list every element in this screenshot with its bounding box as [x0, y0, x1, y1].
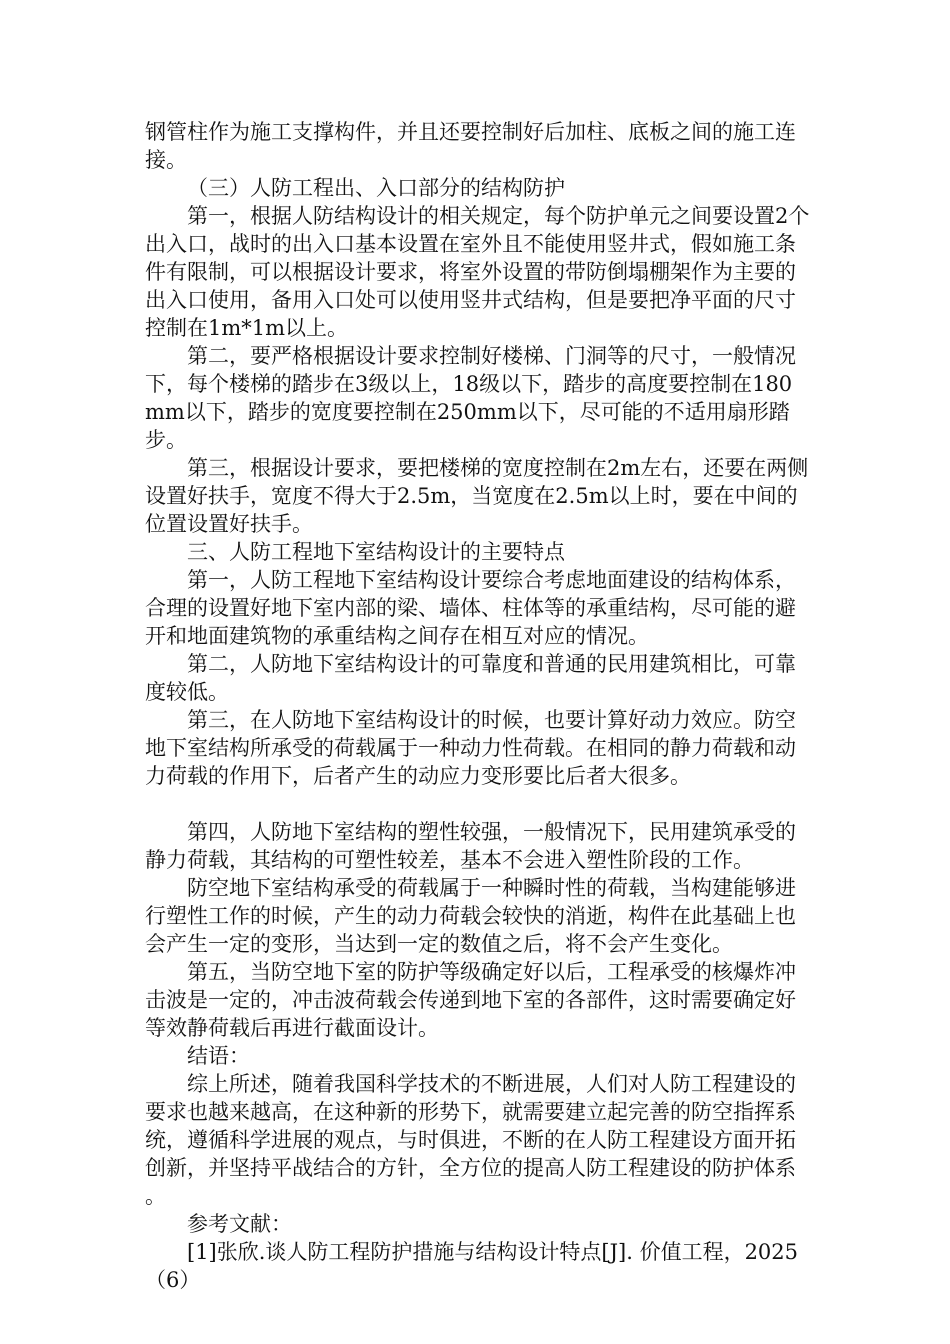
references-heading: 参考文献： — [187, 1212, 292, 1236]
body-paragraph: 防空地下室结构承受的荷载属于一种瞬时性的荷载，当构建能够进行塑性工作的时候，产生的动力荷载会较快的消逝，构件在此基础上也会产生一定的变形，当达到一定的数值之后，将不会产生变化。 — [145, 876, 796, 956]
section-heading-entrance-protection: （三）人防工程出、入口部分的结构防护 — [187, 176, 565, 200]
body-paragraph-continued: 钢管柱作为施工支撑构件，并且还要控制好后加柱、底板之间的施工连接。 — [145, 120, 796, 172]
section-heading-main-features: 三、人防工程地下室结构设计的主要特点 — [187, 540, 565, 564]
body-paragraph: 第一，根据人防结构设计的相关规定，每个防护单元之间要设置2个出入口，战时的出入口基本设置在室外且不能使用竖井式，假如施工条件有限制，可以根据设计要求，将室外设置的带防倒塌棚架作为主要的出入口使用，备用入口处可以使用竖井式结构，但是要把净平面的尺寸控制在1m*1m以上。 — [145, 204, 810, 340]
body-paragraph: 第二，要严格根据设计要求控制好楼梯、门洞等的尺寸，一般情况下，每个楼梯的踏步在3级以上，18级以下，踏步的高度要控制在180mm以下，踏步的宽度要控制在250mm以下，尽可能的不适用扇形踏步。 — [145, 344, 796, 452]
body-paragraph: 第一，人防工程地下室结构设计要综合考虑地面建设的结构体系，合理的设置好地下室内部的梁、墙体、柱体等的承重结构，尽可能的避开和地面建筑物的承重结构之间存在相互对应的情况。 — [145, 568, 796, 648]
body-paragraph: 第四，人防地下室结构的塑性较强，一般情况下，民用建筑承受的静力荷载，其结构的可塑性较差，基本不会进入塑性阶段的工作。 — [145, 820, 796, 872]
conclusion-paragraph: 综上所述，随着我国科学技术的不断进展，人们对人防工程建设的要求也越来越高，在这种新的形势下，就需要建立起完善的防空指挥系统，遵循科学进展的观点，与时俱进，不断的在人防工程建设方面开拓创新，并坚持平战结合的方针，全方位的提高人防工程建设的防护体系。 — [145, 1072, 796, 1208]
reference-item: [1]张欣.谈人防工程防护措施与结构设计特点[J]. 价值工程，2025（6） — [145, 1240, 799, 1292]
body-paragraph: 第三，在人防地下室结构设计的时候，也要计算好动力效应。防空地下室结构所承受的荷载属于一种动力性荷载。在相同的静力荷载和动力荷载的作用下，后者产生的动应力变形要比后者大很多。 — [145, 708, 796, 788]
body-paragraph: 第二，人防地下室结构设计的可靠度和普通的民用建筑相比，可靠度较低。 — [145, 652, 796, 704]
conclusion-heading: 结语： — [187, 1044, 250, 1068]
document-page — [145, 118, 810, 1294]
body-paragraph: 第三，根据设计要求，要把楼梯的宽度控制在2m左右，还要在两侧设置好扶手，宽度不得大于2.5m，当宽度在2.5m以上时，要在中间的位置设置好扶手。 — [145, 456, 809, 536]
body-paragraph: 第五，当防空地下室的防护等级确定好以后，工程承受的核爆炸冲击波是一定的，冲击波荷载会传递到地下室的各部件，这时需要确定好等效静荷载后再进行截面设计。 — [145, 960, 796, 1040]
